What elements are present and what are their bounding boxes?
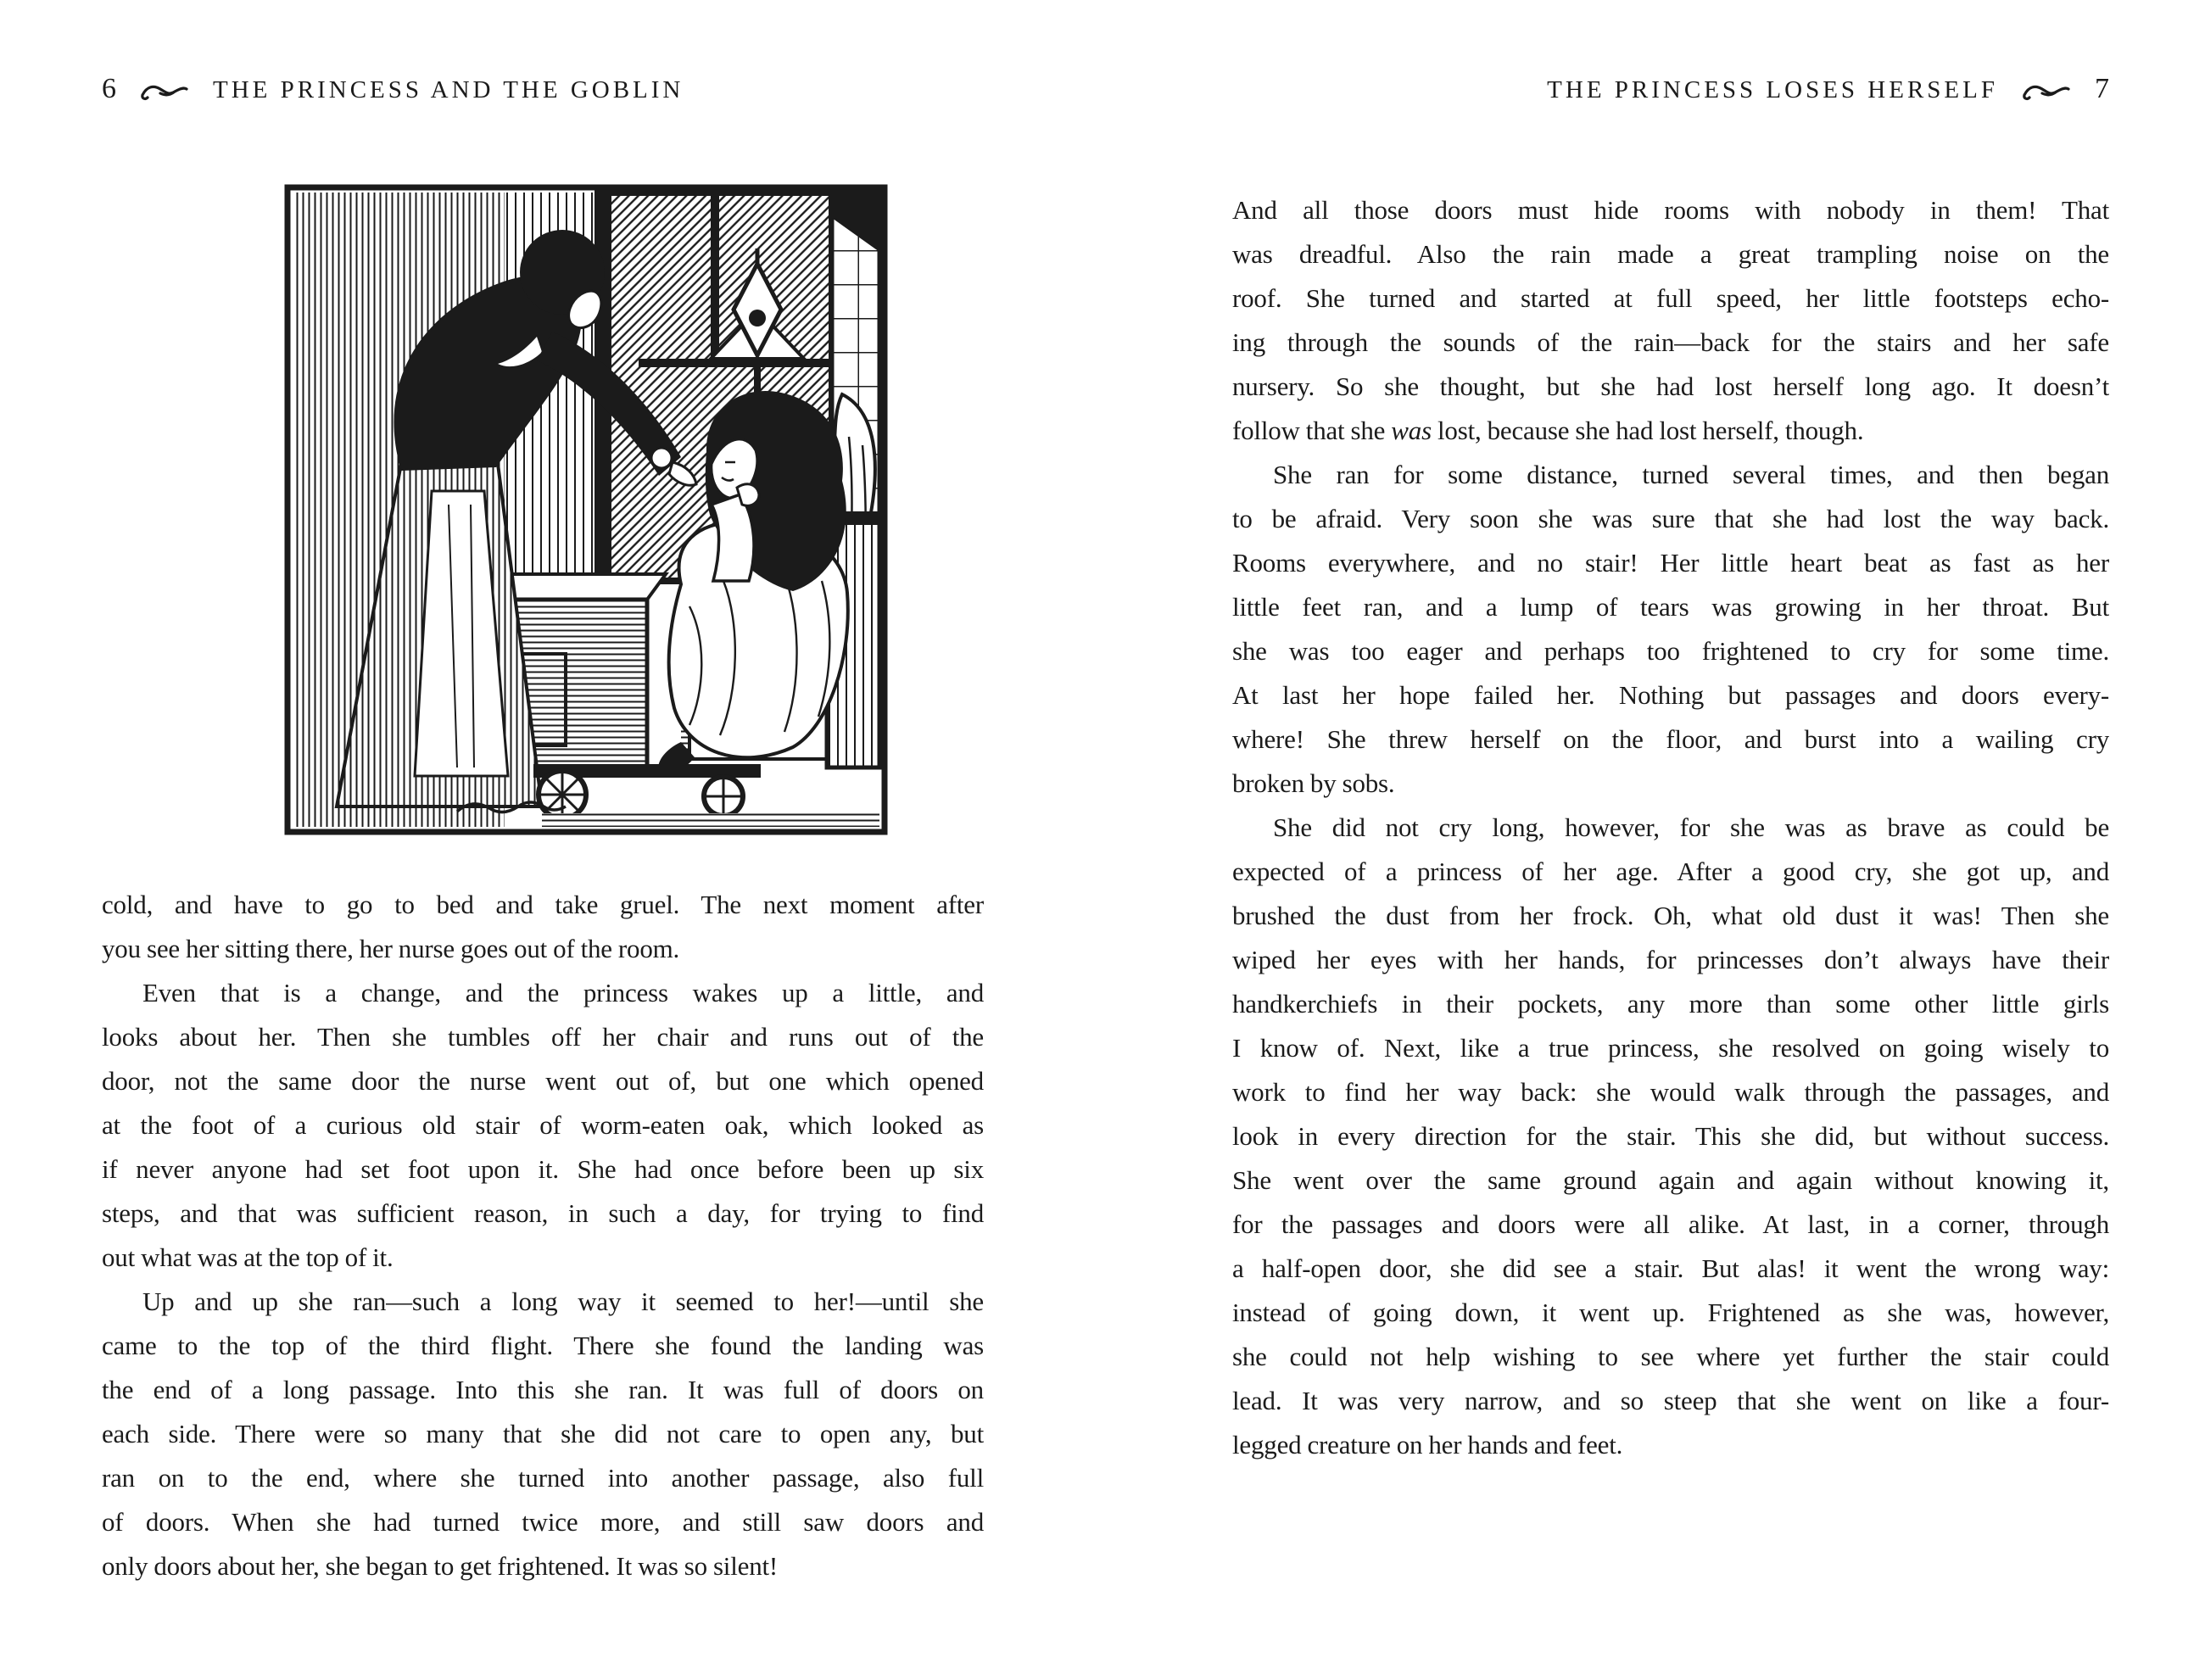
text-line: she was too eager and perhaps too frightened to cry for some time.	[1232, 636, 2109, 666]
right-running-head	[1232, 73, 2109, 107]
text-line: lead. It was very narrow, and so steep that she went on like a four-	[1232, 1386, 2109, 1415]
text-line: a half-open door, she did see a stair. But alas! it went the wrong way:	[1232, 1253, 2109, 1283]
text-line: at the foot of a curious old stair of worm-eaten oak, which looked as	[102, 1110, 984, 1140]
text-line: brushed the dust from her frock. Oh, what old dust it was! Then she	[1232, 901, 2109, 930]
text-line: legged creature on her hands and feet.	[1232, 1430, 1623, 1460]
text-line: instead of going down, it went up. Frightened as she was, however,	[1232, 1298, 2109, 1327]
text-line: She did not cry long, however, for she was as brave as could be	[1273, 812, 2109, 842]
right-running-title: THE PRINCESS LOSES HERSELF	[1547, 76, 1998, 103]
text-line: looks about her. Then she tumbles off her chair and runs out of the	[102, 1022, 984, 1052]
text-line: expected of a princess of her age. After a good cry, she got up, and	[1232, 857, 2109, 886]
text-line: handkerchiefs in their pockets, any more than some other little girls	[1232, 989, 2109, 1019]
text-line: where! She threw herself on the floor, and burst into a wailing cry	[1232, 724, 2109, 754]
text-line: She went over the same ground again and again without knowing it,	[1232, 1165, 2109, 1195]
text-line: you see her sitting there, her nurse goes out of the room.	[102, 934, 680, 963]
right-page-body-text	[1232, 188, 2109, 1467]
text-line: Up and up she ran—such a long way it seemed to her!—until she	[142, 1287, 984, 1316]
text-line: nursery. So she thought, but she had lost herself long ago. It doesn’t	[1232, 371, 2109, 401]
header-ornament-icon	[2022, 81, 2071, 102]
text-line: if never anyone had set foot upon it. She had once before been up six	[102, 1154, 984, 1184]
text-line: Even that is a change, and the princess wakes up a little, and	[142, 978, 984, 1007]
text-line: broken by sobs.	[1232, 768, 1395, 798]
left-page-number: 6	[102, 73, 116, 104]
text-line: She ran for some distance, turned several times, and then began	[1273, 460, 2109, 489]
text-line: of doors. When she had turned twice more, and still saw doors and	[102, 1507, 984, 1537]
text-line: out what was at the top of it.	[102, 1242, 394, 1272]
princess-hand	[737, 484, 759, 505]
illustration-engraving	[282, 182, 890, 837]
text-line: each side. There were so many that she did not care to open any, but	[102, 1419, 984, 1448]
text-line: to be afraid. Very soon she was sure that she had lost the way back.	[1232, 504, 2109, 533]
text-line: she could not help wishing to see where yet further the stair could	[1232, 1342, 2109, 1371]
cuff	[651, 448, 672, 468]
text-line: ing through the sounds of the rain—back for the stairs and her safe	[1232, 327, 2109, 357]
left-page-body-text	[102, 883, 984, 1588]
text-line: roof. She turned and started at full speed, her little footsteps echo-	[1232, 283, 2109, 313]
text-line: door, not the same door the nurse went out of, but one which opened	[102, 1066, 984, 1096]
text-line: cold, and have to go to bed and take gruel. The next moment after	[102, 890, 984, 919]
text-line: was dreadful. Also the rain made a great trampling noise on the	[1232, 239, 2109, 269]
left-running-head	[102, 73, 984, 107]
text-line: wiped her eyes with her hands, for princesses don’t always have their	[1232, 945, 2109, 974]
text-line: I know of. Next, like a true princess, she resolved on going wisely to	[1232, 1033, 2109, 1063]
text-line: Rooms everywhere, and no stair! Her little heart beat as fast as her	[1232, 548, 2109, 578]
princess-arm	[712, 494, 754, 581]
header-ornament-icon	[140, 81, 189, 102]
text-line: At last her hope failed her. Nothing but passages and doors every-	[1232, 680, 2109, 710]
text-line: And all those doors must hide rooms with nobody in them! That	[1232, 195, 2109, 225]
text-line: steps, and that was sufficient reason, in such a day, for trying to find	[102, 1198, 984, 1228]
text-line: for the passages and doors were all alike. At last, in a corner, through	[1232, 1209, 2109, 1239]
text-line: follow that she was lost, because she had lost herself, though.	[1232, 416, 1864, 445]
text-line: ran on to the end, where she turned into another passage, also full	[102, 1463, 984, 1493]
right-page-number: 7	[2095, 73, 2109, 104]
text-line: look in every direction for the stair. This she did, but without success.	[1232, 1121, 2109, 1151]
left-running-title: THE PRINCESS AND THE GOBLIN	[213, 76, 684, 103]
text-line: little feet ran, and a lump of tears was growing in her throat. But	[1232, 592, 2109, 622]
text-line: the end of a long passage. Into this she ran. It was full of doors on	[102, 1375, 984, 1404]
text-line: work to find her way back: she would walk through the passages, and	[1232, 1077, 2109, 1107]
text-line: only doors about her, she began to get frightened. It was so silent!	[102, 1551, 779, 1581]
text-line: came to the top of the third flight. There she found the landing was	[102, 1331, 984, 1360]
